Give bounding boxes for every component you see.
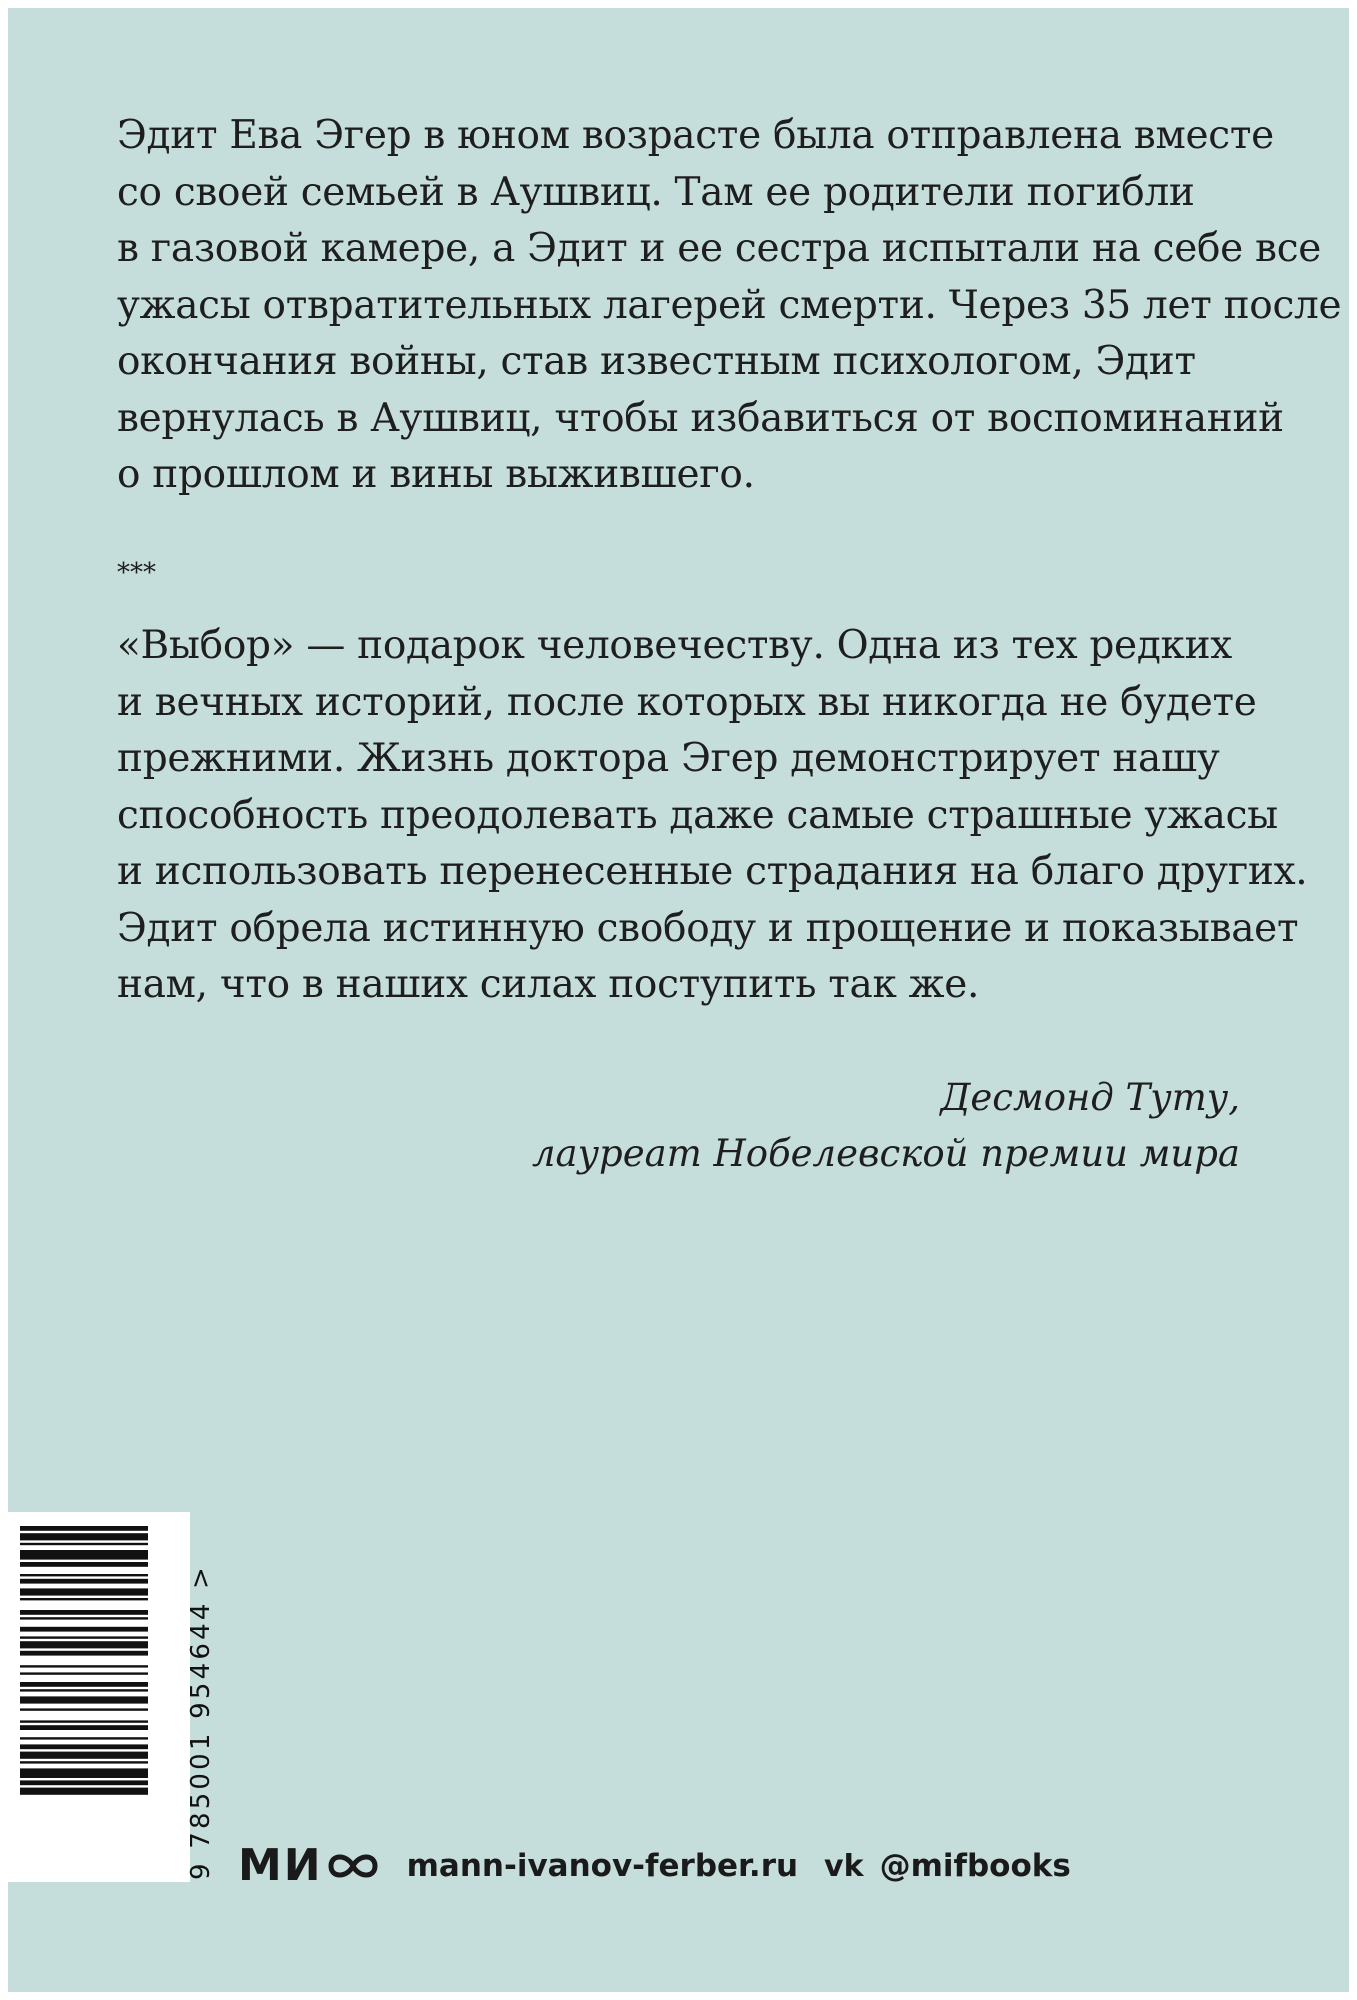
barcode-bar — [20, 1533, 148, 1540]
barcode-bar — [20, 1550, 148, 1560]
text-line: прежними. Жизнь доктора Эгер демонстрирует нашу — [117, 736, 1220, 781]
logo-text: МИ — [238, 1840, 323, 1891]
text-line: окончания войны, став известным психологом, Эдит — [117, 339, 1196, 384]
text-line: и вечных историй, после которых вы никогда не будете — [117, 679, 1257, 725]
website-link[interactable]: mann-ivanov-ferber.ru — [406, 1848, 799, 1884]
barcode-bar — [20, 1588, 148, 1595]
barcode-bar — [20, 1696, 148, 1703]
barcode-bar — [20, 1665, 148, 1667]
section-separator: *** — [117, 558, 156, 588]
barcode-bar — [20, 1579, 148, 1584]
barcode-bar — [20, 1651, 148, 1656]
quote-paragraph — [117, 618, 1308, 1014]
barcode-bar — [20, 1641, 148, 1648]
barcode-bar — [20, 1636, 148, 1638]
barcode-bar — [20, 1617, 148, 1619]
barcode-bar — [20, 1720, 148, 1722]
barcode-bar — [20, 1708, 148, 1710]
barcode-bar — [20, 1752, 148, 1759]
quote-attribution — [532, 1070, 1240, 1182]
barcode-bar — [20, 1627, 148, 1632]
barcode-bar — [20, 1744, 148, 1749]
text-line: Эдит обрела истинную свободу и прощение и показывает — [117, 905, 1299, 951]
isbn-barcode — [8, 1512, 190, 1882]
description-paragraph — [117, 108, 1342, 504]
barcode-bar — [20, 1672, 148, 1674]
isbn-digits: 9 785001 954644 > — [186, 1563, 216, 1880]
text-line: со своей семьей в Аушвиц. Там ее родители погибли — [117, 169, 1195, 215]
text-line: Эдит Ева Эгер в юном возрасте была отправлена вместе — [117, 113, 1274, 158]
barcode-bar — [20, 1610, 148, 1615]
barcode-bars — [16, 1512, 156, 1882]
text-line: и использовать перенесенные страдания на благо других. — [117, 849, 1308, 894]
attribution-title: лауреат Нобелевской премии мира — [531, 1132, 1240, 1175]
text-line: ужасы отвратительных лагерей смерти. Через 35 лет после — [117, 282, 1342, 328]
text-line: способность преодолевать даже самые страшные ужасы — [117, 792, 1278, 838]
barcode-bar — [20, 1598, 148, 1600]
barcode-bar — [20, 1682, 148, 1687]
text-line: нам, что в наших силах поступить так же. — [117, 962, 980, 1007]
infinity-icon — [327, 1849, 379, 1883]
publisher-footer — [238, 1838, 1071, 1894]
barcode-bar — [20, 1761, 148, 1763]
barcode-bar — [20, 1689, 148, 1691]
text-line: о прошлом и вины выжившего. — [117, 452, 755, 497]
barcode-bar — [20, 1543, 148, 1545]
publisher-logo — [238, 1840, 379, 1891]
barcode-bar — [20, 1725, 148, 1730]
barcode-bar — [20, 1780, 148, 1785]
text-line: в газовой камере, а Эдит и ее сестра испытали на себе все — [117, 226, 1322, 271]
vk-icon[interactable]: vk — [824, 1848, 864, 1884]
barcode-bar — [20, 1768, 148, 1778]
text-line: вернулась в Аушвиц, чтобы избавиться от воспоминаний — [117, 395, 1284, 441]
barcode-bar — [20, 1788, 148, 1795]
social-handle[interactable]: @mifbooks — [879, 1848, 1071, 1884]
text-line: «Выбор» — подарок человечеству. Одна из тех редких — [117, 623, 1232, 668]
barcode-bar — [20, 1526, 148, 1531]
barcode-bar — [20, 1562, 148, 1567]
barcode-bar — [20, 1737, 148, 1739]
attribution-name: Десмонд Туту, — [940, 1076, 1240, 1119]
barcode-bar — [20, 1574, 148, 1576]
